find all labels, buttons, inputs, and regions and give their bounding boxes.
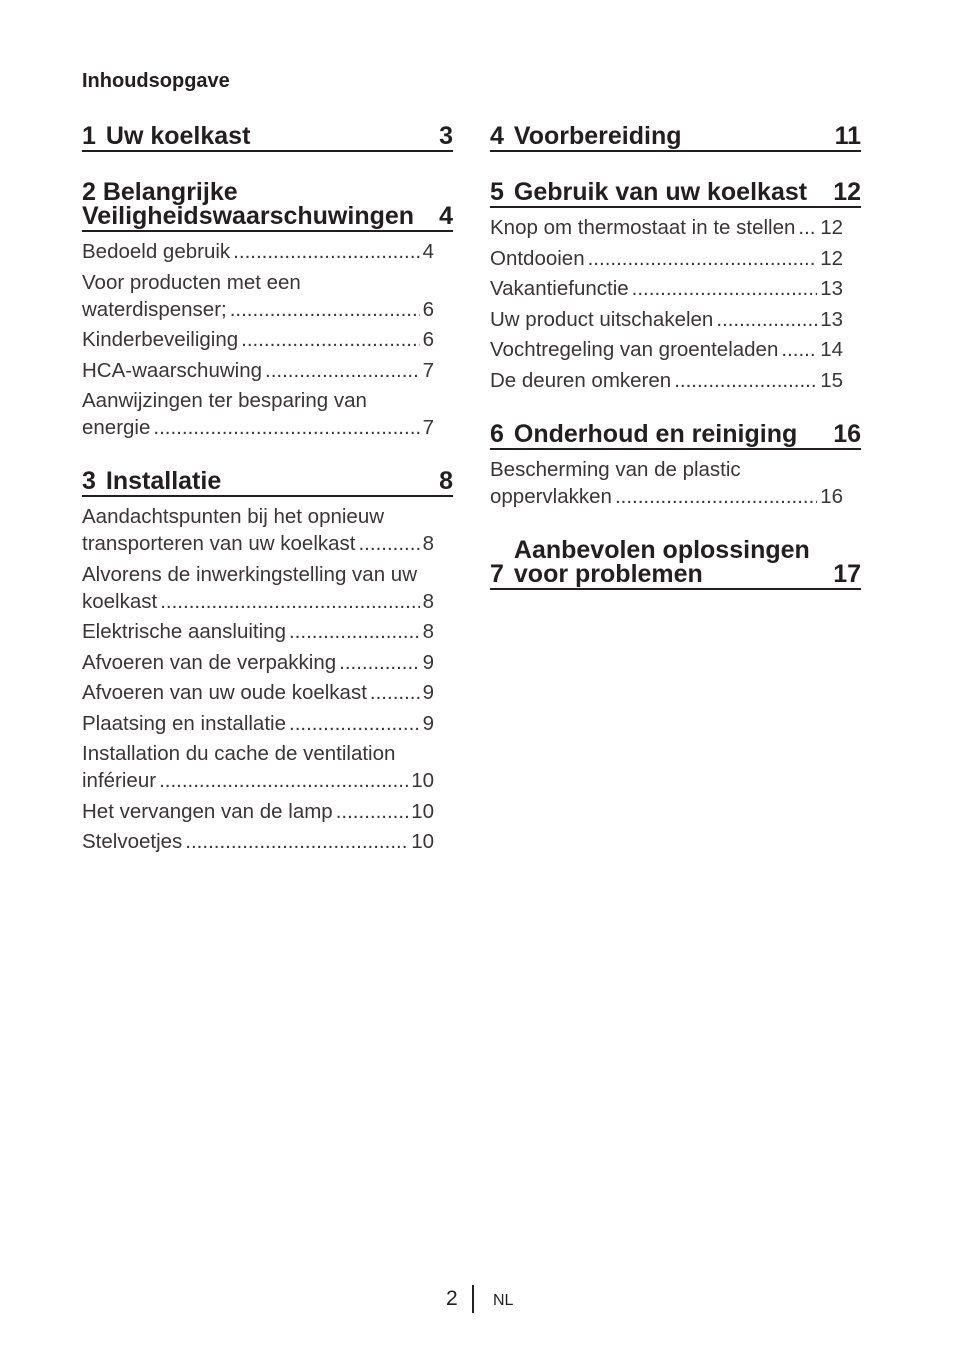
entry-page: 8 [422, 589, 434, 613]
entry-page: 15 [820, 368, 843, 392]
entry-page: 8 [422, 532, 434, 555]
section-title: Aanbevolen oplossingen voor problemen [513, 535, 810, 588]
toc-entry[interactable] [82, 357, 434, 384]
dot-leader [230, 296, 420, 323]
entry-text-line1: Voor producten met een [82, 270, 301, 294]
entry-line [82, 238, 434, 265]
toc-entry[interactable] [82, 561, 434, 615]
toc-entry[interactable] [82, 710, 434, 737]
entry-text: oppervlakken [490, 484, 612, 508]
toc-entry[interactable] [82, 326, 434, 353]
entry-text-line1: Bescherming van de plastic [490, 457, 741, 481]
toc-section [490, 124, 861, 152]
dot-leader [159, 767, 408, 794]
entry-line [82, 710, 434, 737]
dot-leader [632, 275, 818, 302]
entry-line [82, 798, 434, 825]
toc-entry[interactable] [82, 238, 434, 265]
entry-text: transporteren van uw koelkast [82, 532, 356, 555]
entry-text: Stelvoetjes [82, 830, 183, 853]
entry-text-line1: Aandachtspunten bij het opnieuw [82, 505, 385, 528]
dot-leader [336, 798, 408, 825]
entry-text: Bedoeld gebruik [82, 240, 231, 263]
section-heading[interactable] [490, 180, 861, 208]
entry-text: energie [82, 416, 151, 439]
entry-page: 4 [422, 240, 434, 263]
toc-section [490, 180, 861, 394]
entry-page: 9 [422, 711, 434, 735]
section-number: 5 [490, 178, 504, 206]
toc-entry[interactable] [82, 618, 434, 645]
entry-page: 10 [411, 799, 434, 823]
entry-line [82, 618, 434, 645]
section-page: 4 [439, 202, 453, 230]
entry-page: 12 [820, 246, 843, 270]
section-title: Onderhoud en reiniging [513, 419, 798, 448]
section-number: 3 [82, 467, 96, 495]
entry-text: inférieur [82, 769, 157, 792]
entry-page: 12 [820, 216, 843, 239]
dot-leader [358, 530, 419, 557]
entry-text: Afvoeren van de verpakking [82, 650, 337, 674]
entry-line [490, 336, 843, 363]
entry-line [82, 767, 434, 794]
entry-line [490, 367, 843, 394]
dot-leader [781, 336, 817, 363]
entry-line [490, 483, 843, 510]
toc-entry[interactable] [82, 798, 434, 825]
toc-entries [490, 456, 843, 510]
entry-page: 9 [422, 650, 434, 674]
dot-leader [370, 679, 420, 706]
section-number: 7 [490, 559, 504, 588]
toc-section [490, 535, 861, 590]
section-number: 6 [490, 419, 504, 448]
dot-leader [615, 483, 817, 510]
toc-entries [82, 238, 434, 441]
toc-entry[interactable] [82, 269, 434, 323]
toc-section [82, 180, 453, 441]
toc-entries [490, 214, 843, 394]
dot-leader [241, 326, 419, 353]
entry-line [82, 414, 434, 441]
toc-section [490, 419, 861, 510]
toc-entry[interactable] [82, 679, 434, 706]
entry-page: 13 [820, 307, 843, 331]
entry-text: Vakantiefunctie [490, 277, 629, 300]
section-page: 11 [834, 122, 861, 150]
entry-text: Knop om thermostaat in te stellen [490, 216, 796, 239]
entry-line [82, 828, 434, 855]
toc-entry[interactable] [82, 387, 434, 441]
dot-leader [265, 357, 420, 384]
entry-text: Vochtregeling van groenteladen [490, 338, 779, 361]
section-heading[interactable] [82, 469, 453, 497]
toc-entry[interactable] [490, 275, 843, 302]
toc-entry[interactable] [490, 367, 843, 394]
entry-text: Kinderbeveiliging [82, 328, 239, 351]
toc-right-column [490, 124, 861, 618]
section-number: 4 [490, 122, 504, 150]
toc-entry[interactable] [82, 649, 434, 676]
toc-entry[interactable] [490, 306, 843, 333]
section-title: Gebruik van uw koelkast [513, 178, 808, 206]
dot-leader [233, 238, 419, 265]
section-title: Voorbereiding [513, 122, 682, 150]
entry-line [490, 306, 843, 333]
dot-leader [160, 588, 419, 615]
entry-line [82, 679, 434, 706]
language-code: NL [493, 1292, 514, 1309]
entry-text-line1: Aanwijzingen ter besparing van [82, 389, 367, 412]
toc-section [82, 124, 453, 152]
toc-entries [82, 503, 434, 855]
entry-page: 13 [820, 277, 843, 300]
toc-entry[interactable] [490, 456, 843, 510]
toc-entry[interactable] [490, 214, 843, 241]
entry-line [490, 245, 843, 272]
entry-line [82, 296, 434, 323]
toc-entry[interactable] [82, 828, 434, 855]
entry-page: 16 [820, 484, 843, 508]
entry-text: Elektrische aansluiting [82, 620, 286, 643]
toc-left-column [82, 124, 453, 883]
section-heading[interactable] [82, 180, 453, 232]
dot-leader [153, 414, 419, 441]
entry-text-line1: Alvorens de inwerkingstelling van uw [82, 562, 418, 586]
entry-text-line1: Installation du cache de ventilation [82, 742, 396, 765]
footer-divider [472, 1285, 474, 1313]
entry-page: 7 [422, 358, 434, 382]
entry-line [82, 326, 434, 353]
section-page: 17 [833, 559, 861, 588]
entry-text: Plaatsing en installatie [82, 711, 286, 735]
entry-page: 9 [422, 681, 434, 704]
toc-entry[interactable] [490, 336, 843, 363]
entry-text: waterdispenser; [82, 297, 227, 321]
page-footer [0, 1285, 954, 1315]
section-heading[interactable] [490, 419, 861, 450]
toc-entry[interactable] [82, 740, 434, 794]
dot-leader [185, 828, 408, 855]
entry-page: 7 [422, 416, 434, 439]
section-title: Uw koelkast [105, 122, 251, 150]
entry-line [82, 357, 434, 384]
entry-line [490, 275, 843, 302]
section-title: Installatie [105, 467, 222, 495]
dot-leader [289, 710, 420, 737]
entry-line [82, 649, 434, 676]
toc-entry[interactable] [490, 245, 843, 272]
dot-leader [798, 214, 817, 241]
entry-page: 6 [422, 297, 434, 321]
entry-page: 14 [820, 338, 843, 361]
page-title: Inhoudsopgave [82, 70, 230, 92]
page-number: 2 [446, 1287, 458, 1310]
entry-text: Ontdooien [490, 246, 585, 270]
entry-page: 10 [411, 830, 434, 853]
entry-line [490, 214, 843, 241]
entry-text: koelkast [82, 589, 158, 613]
section-heading[interactable] [82, 124, 453, 152]
entry-text: HCA-waarschuwing [82, 358, 263, 382]
section-heading[interactable] [490, 535, 861, 590]
section-page: 8 [439, 467, 453, 495]
section-page: 12 [833, 178, 861, 206]
entry-line [82, 588, 434, 615]
entry-page: 6 [422, 328, 434, 351]
entry-text: Uw product uitschakelen [490, 307, 714, 331]
toc-section [82, 469, 453, 855]
entry-page: 8 [422, 620, 434, 643]
entry-line [82, 530, 434, 557]
toc-entry[interactable] [82, 503, 434, 557]
dot-leader [588, 245, 818, 272]
section-page: 16 [833, 419, 861, 448]
entry-text: De deuren omkeren [490, 368, 672, 392]
entry-page: 10 [411, 769, 434, 792]
section-title: 2 Belangrijke Veiligheidswaarschuwingen [82, 178, 415, 230]
dot-leader [289, 618, 420, 645]
dot-leader [674, 367, 817, 394]
entry-text: Afvoeren van uw oude koelkast [82, 681, 367, 704]
section-number: 1 [82, 122, 96, 150]
dot-leader [339, 649, 419, 676]
section-heading[interactable] [490, 124, 861, 152]
section-page: 3 [439, 122, 453, 150]
dot-leader [716, 306, 817, 333]
entry-text: Het vervangen van de lamp [82, 799, 333, 823]
